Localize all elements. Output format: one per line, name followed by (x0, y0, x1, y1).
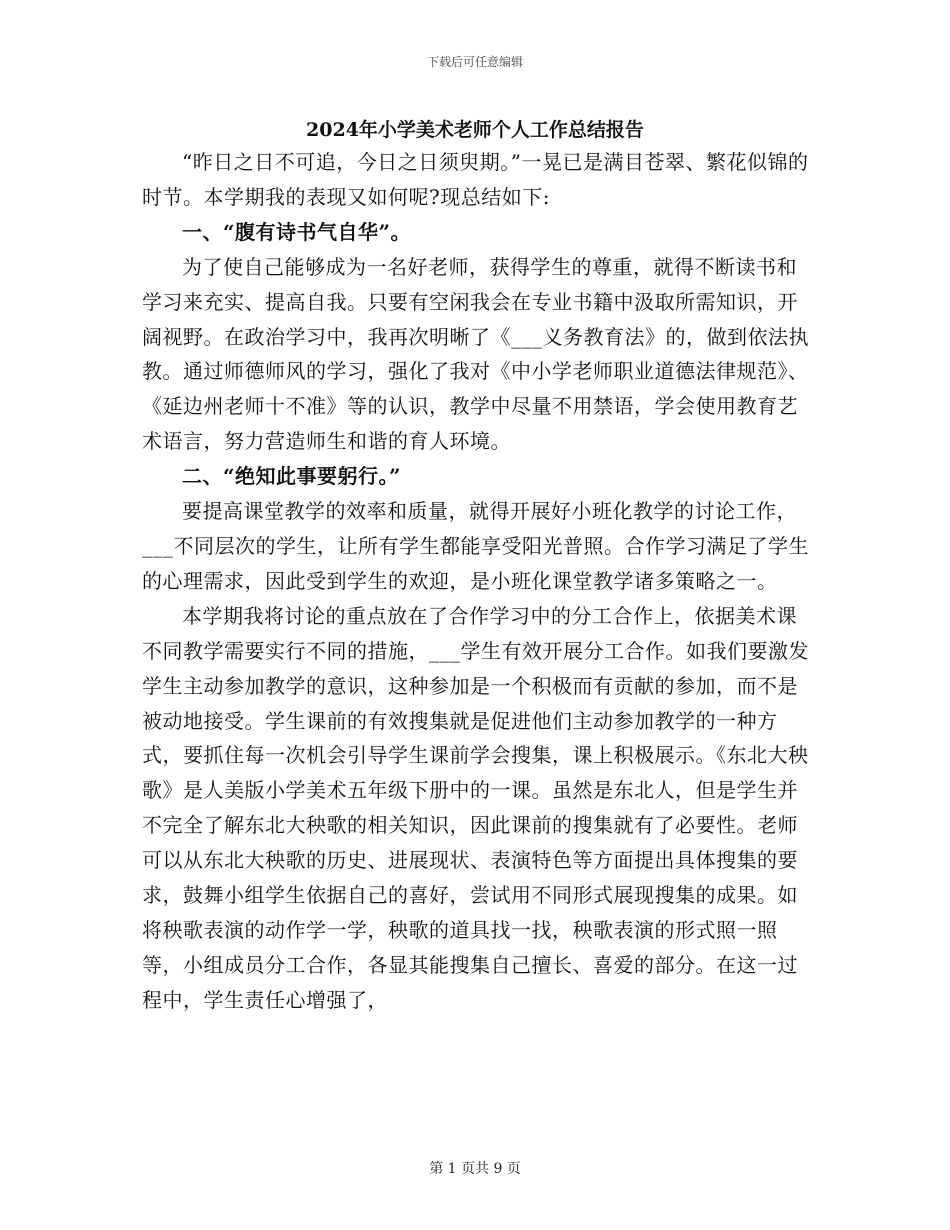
document-title: 2024年小学美术老师个人工作总结报告 (306, 119, 644, 141)
paragraph-intro: “昨日之日不可追，今日之日须臾期。”一晃已是满目苍翠、繁花似锦的时节。本学期我的表现又如何呢?现总结如下: (142, 150, 809, 209)
paragraph-small-class: 要提高课堂教学的效率和质量，就得开展好小班化教学的讨论工作，___不同层次的学生，让所有学生都能享受阳光普照。合作学习满足了学生的心理需求，因此受到学生的欢迎，是小班化课堂教学诸多策略之一。 (142, 499, 809, 593)
page-footer: 第 1 页共 9 页 (429, 1161, 521, 1177)
section-heading-1: 一、“腹有诗书气自华”。 (182, 219, 412, 244)
paragraph-study: 为了使自己能够成为一名好老师，获得学生的尊重，就得不断读书和学习来充实、提高自我。只要有空闲我会在专业书籍中汲取所需知识，开阔视野。在政治学习中，我再次明晰了《___义务教育法》的，做到依法执教。通过师德师风的学习，强化了我对《中小学老师职业道德法律规范》、《延边州老师十不准》等的认识，教学中尽量不用禁语，学会使用教育艺术语言，努力营造师生和谐的育人环境。 (142, 254, 809, 454)
document-body (142, 145, 812, 1018)
section-heading-2: 二、“绝知此事要躬行。” (182, 464, 402, 489)
paragraph-cooperation: 本学期我将讨论的重点放在了合作学习中的分工合作上，依据美术课不同教学需要实行不同的措施，___学生有效开展分工合作。如我们要激发学生主动参加教学的意识，这种参加是一个积极而有贡献的参加，而不是被动地接受。学生课前的有效搜集就是促进他们主动参加教学的一种方式，要抓住每一次机会引导学生课前学会搜集，课上积极展示。《东北大秧歌》是人美版小学美术五年级下册中的一课。虽然是东北人，但是学生并不完全了解东北大秧歌的相关知识，因此课前的搜集就有了必要性。老师可以从东北大秧歌的历史、进展现状、表演特色等方面提出具体搜集的要求，鼓舞小组学生依据自己的喜好，尝试用不同形式展现搜集的成果。如将秧歌表演的动作学一学，秧歌的道具找一找，秧歌表演的形式照一照等，小组成员分工合作，各显其能搜集自己擅长、喜爱的部分。在这一过程中，学生责任心增强了， (142, 603, 809, 1012)
header-note: 下载后可任意编辑 (426, 55, 523, 69)
